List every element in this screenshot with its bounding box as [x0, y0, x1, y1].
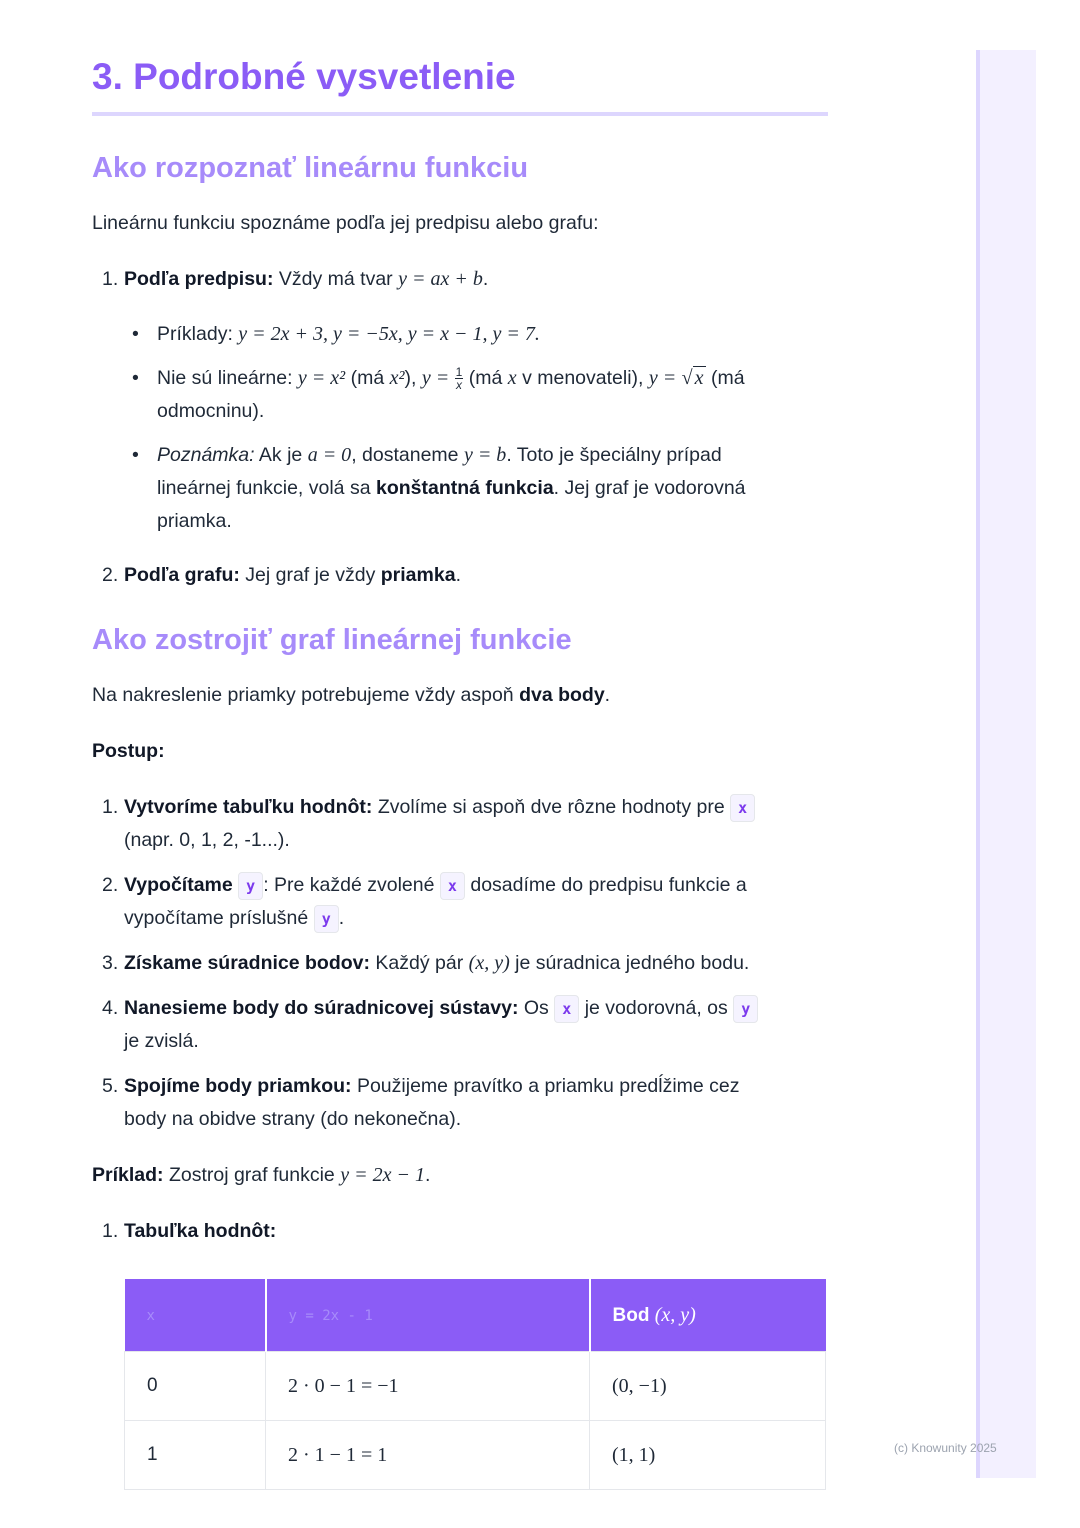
step-label: Vytvoríme tabuľku hodnôt:	[124, 796, 373, 818]
cell-x: 0	[125, 1352, 266, 1421]
header-x	[125, 1279, 266, 1352]
item-label: Podľa predpisu:	[124, 268, 274, 290]
bold-text: dva body	[519, 684, 605, 706]
main-content	[92, 56, 828, 1248]
punct: .	[338, 907, 345, 929]
header-y-label: y = 2x - 1	[288, 1308, 373, 1324]
step-number: 3.	[102, 952, 119, 974]
inline-code: y	[314, 905, 339, 933]
formula: x	[507, 367, 517, 389]
item-text: Vždy má tvar	[278, 268, 393, 290]
bullet-label: Nie sú lineárne:	[157, 367, 293, 389]
inline-code: y	[238, 872, 263, 900]
step-4	[92, 992, 828, 1058]
formula: y = 2x − 1	[340, 1164, 425, 1186]
text: . Toto je špeciálny prípad	[506, 444, 722, 466]
formula: y = b	[463, 444, 507, 466]
punct: .	[455, 564, 461, 586]
fraction-numerator: 1	[455, 365, 463, 380]
text: Os	[523, 997, 549, 1019]
formula: y = x²	[297, 367, 346, 389]
text: Ak je	[258, 444, 303, 466]
step-number: 1.	[102, 796, 119, 818]
text: (má	[710, 367, 745, 389]
header-point	[590, 1279, 826, 1352]
formula: (x, y)	[468, 952, 510, 974]
text: Zvolíme si aspoň dve rôzne hodnoty pre	[377, 796, 725, 818]
copyright-text: (c) Knowunity 2025	[894, 1441, 997, 1455]
text: (napr. 0, 1, 2, -1...).	[124, 829, 290, 851]
text: , dostaneme	[351, 444, 459, 466]
text: Na nakreslenie priamky potrebujeme vždy aspoň	[92, 684, 514, 706]
fraction	[455, 366, 464, 391]
formula: a = 0	[307, 444, 352, 466]
item-number: 1.	[102, 268, 119, 290]
punct: .	[604, 684, 611, 706]
step-number: 2.	[102, 874, 119, 896]
text: ),	[404, 367, 417, 389]
bullet-dot: •	[132, 444, 139, 466]
bullet-label: Príklady:	[157, 323, 233, 345]
cell-point: (1, 1)	[590, 1421, 826, 1490]
bullet-nonlinear	[92, 362, 828, 428]
postup-heading: Postup:	[92, 740, 165, 762]
sqrt-symbol: √	[681, 367, 693, 389]
table-heading	[92, 1215, 828, 1248]
heading-construct: Ako zostrojiť graf lineárnej funkcie	[92, 624, 572, 656]
example-label: Príklad:	[92, 1164, 164, 1186]
bold-text: priamka	[380, 564, 456, 586]
cell-x: 1	[125, 1421, 266, 1490]
table-heading-label: Tabuľka hodnôt:	[124, 1220, 277, 1242]
text: (má	[468, 367, 503, 389]
text: je súradnica jedného bodu.	[515, 952, 750, 974]
bullet-examples	[92, 318, 828, 351]
formula: y = 2x + 3, y = −5x, y = x − 1, y = 7.	[238, 323, 540, 345]
text: body na obidve strany (do nekonečna).	[124, 1108, 462, 1130]
text: . Jej graf je vodorovná	[553, 477, 746, 499]
text: Každý pár	[375, 952, 464, 974]
inline-code: x	[730, 794, 755, 822]
bullet-note	[92, 439, 828, 538]
cell-y: 2 · 0 − 1 = −1	[266, 1352, 590, 1421]
punct: .	[424, 1164, 431, 1186]
text: Zostroj graf funkcie	[168, 1164, 335, 1186]
text: v menovateli),	[522, 367, 644, 389]
postup-label	[92, 735, 828, 768]
table-row	[125, 1421, 826, 1490]
note-label: Poznámka:	[157, 444, 255, 466]
formula: y =	[421, 367, 450, 389]
list-item-graf	[92, 559, 828, 592]
inline-code: x	[554, 995, 579, 1023]
header-x-label: x	[146, 1308, 155, 1324]
step-1	[92, 791, 828, 857]
intro-construct	[92, 679, 828, 712]
cell-point: (0, −1)	[590, 1352, 826, 1421]
formula: y =	[648, 367, 677, 389]
text: je zvislá.	[124, 1030, 199, 1052]
section-title: 3. Podrobné vysvetlenie	[92, 56, 828, 116]
bullet-dot: •	[132, 323, 139, 345]
formula: y = ax + b	[398, 268, 483, 290]
formula: (x, y)	[654, 1303, 696, 1326]
bullet-dot: •	[132, 367, 139, 389]
text: priamka.	[157, 510, 232, 532]
text: lineárnej funkcie, volá sa	[157, 477, 371, 499]
text: Použijeme pravítko a priamku predĺžime cez	[356, 1075, 740, 1097]
text: (má	[350, 367, 385, 389]
step-5	[92, 1070, 828, 1136]
list-item-predpis	[92, 263, 828, 296]
values-table	[124, 1279, 826, 1490]
text: je vodorovná, os	[584, 997, 728, 1019]
step-2	[92, 869, 828, 935]
sqrt-argument: x	[694, 367, 704, 389]
heading-recognize: Ako rozpoznať lineárnu funkciu	[92, 152, 529, 184]
text: vypočítame príslušné	[124, 907, 309, 929]
item-label: Podľa grafu:	[124, 564, 240, 586]
sidebar-panel	[976, 50, 1036, 1478]
item-text: Jej graf je vždy	[245, 564, 376, 586]
step-label: Získame súradnice bodov:	[124, 952, 370, 974]
header-point-label: Bod	[612, 1304, 650, 1326]
step-label: Nanesieme body do súradnicovej sústavy:	[124, 997, 519, 1019]
text: : Pre každé zvolené	[263, 874, 435, 896]
inline-code: y	[733, 995, 758, 1023]
bold-text: konštantná funkcia	[375, 477, 554, 499]
step-number: 4.	[102, 997, 119, 1019]
item-number: 2.	[102, 564, 119, 586]
intro-recognize: Lineárnu funkciu spoznáme podľa jej predpisu alebo grafu:	[92, 212, 599, 234]
formula: x²	[389, 367, 405, 389]
step-3	[92, 947, 828, 980]
text: dosadíme do predpisu funkcie a	[470, 874, 747, 896]
table-header-row	[125, 1279, 826, 1352]
header-y	[266, 1279, 590, 1352]
cell-y: 2 · 1 − 1 = 1	[266, 1421, 590, 1490]
step-label: Vypočítame	[124, 874, 233, 896]
item-number: 1.	[102, 1220, 119, 1242]
inline-code: x	[440, 872, 465, 900]
punct: .	[482, 268, 489, 290]
step-label: Spojíme body priamkou:	[124, 1075, 352, 1097]
fraction-denominator: x	[455, 378, 462, 393]
text: odmocninu).	[157, 400, 265, 422]
table-row	[125, 1352, 826, 1421]
step-number: 5.	[102, 1075, 119, 1097]
example-line	[92, 1159, 828, 1192]
